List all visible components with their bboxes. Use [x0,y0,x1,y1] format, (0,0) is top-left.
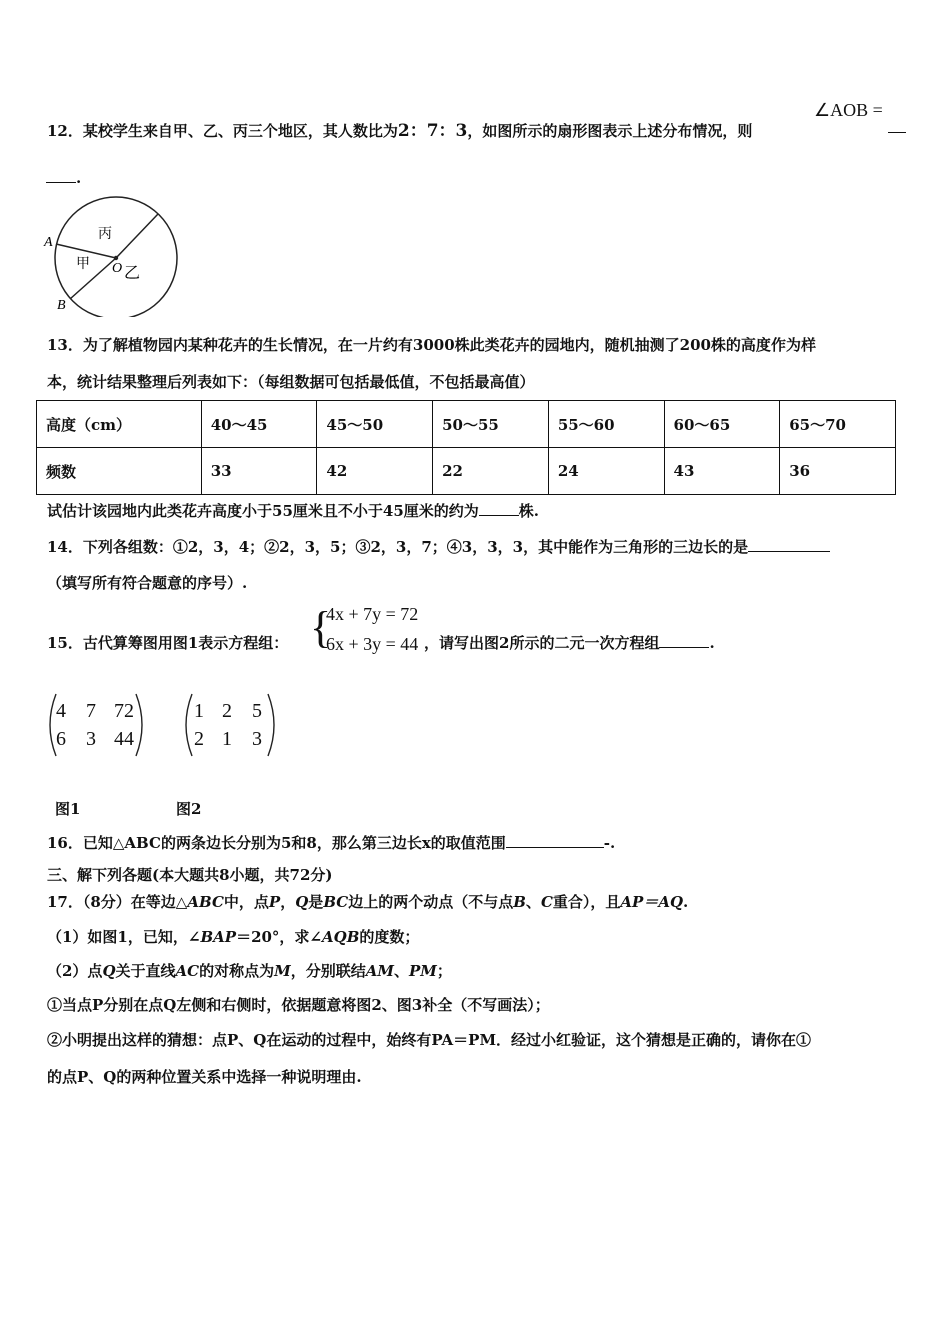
q17-math: Q [102,962,116,980]
q17-text: 的对称点为 [199,962,275,980]
q13-line3a: 试估计该园地内此类花卉高度小于55厘米且不小于45厘米的约为 [47,502,479,520]
q17-text: 是 [308,893,324,911]
table-cell: 43 [664,448,780,495]
q17-text: ＝20°，求∠ [236,928,323,946]
q12-line [47,116,752,141]
figure-2-caption: 图2 [176,800,202,818]
matrix-cell: 6 [56,728,66,750]
q15-end: . [709,634,715,652]
matrix-cell: 44 [114,728,134,750]
sector-jia: 甲 [76,256,90,272]
q13-line2: 本，统计结果整理后列表如下：（每组数据可包括最低值，不包括最高值） [47,373,535,391]
table-cell: 40～45 [201,401,317,448]
matrix-cell: 2 [194,728,204,750]
q17-text: 边上的两个动点（不与点 [348,893,514,911]
table-row [37,448,896,495]
q14-blank [748,537,830,552]
matrix-cell: 1 [194,700,204,722]
q17-text: 关于直线 [115,962,176,980]
table-cell: 频数 [37,448,202,495]
q16-line [47,832,615,853]
q17-sub2-line2: 的点P、Q的两种位置关系中选择一种说明理由. [47,1068,362,1086]
q17-math: P [268,893,281,911]
pie-figure [40,192,185,317]
figure-1-caption: 图1 [55,800,81,818]
matrix-cell: 4 [56,700,66,722]
table-cell: 55～60 [548,401,664,448]
q17-text: 的度数； [359,928,420,946]
q16-text: 16．已知△ABC的两条边长分别为5和8，那么第三边长x的取值范围 [47,834,506,852]
table-cell: 42 [317,448,433,495]
q17-part1 [47,926,419,947]
q17-math: AC [175,962,200,980]
figure-2-matrix [180,690,280,760]
figure-1-matrix [44,690,148,760]
q17-math: PM [409,962,437,980]
equation-1: 4x + 7y = 72 [326,604,419,624]
equation-2: 6x + 3y = 44 [326,634,419,654]
q17-math: ABC [187,893,224,911]
q17-text: 中，点 [223,893,269,911]
matrix-cell: 3 [86,728,96,750]
q17-math: Q [295,893,309,911]
q17-math: BAP [200,928,237,946]
q17-math: AP＝AQ [620,893,684,911]
q14-line2: （填写所有符合题意的序号）. [47,574,248,592]
q17-text: ， [280,893,296,911]
q12-blank-a [888,114,906,137]
table-cell: 24 [548,448,664,495]
label-o: O [112,261,123,276]
table-cell: 60～65 [664,401,780,448]
q17-text: （1）如图1，已知，∠ [47,928,201,946]
q17-math: AM [365,962,394,980]
q17-text: 、 [525,893,541,911]
q17-math: AQB [322,928,360,946]
q14-text: 14．下列各组数：①2，3，4；②2，3，5；③2，3，7；④3，3，3，其中能作为三角形的三边长的是 [47,538,749,556]
section-3-heading: 三、解下列各题(本大题共8小题，共72分) [47,866,333,884]
q12-angle: ∠AOB = [814,100,883,120]
sector-yi: 乙 [124,263,141,282]
radius-oc [116,214,158,258]
label-a: A [44,235,53,250]
q17-math: BC [323,893,349,911]
matrix-cell: 5 [252,700,262,722]
table-cell: 高度（cm） [37,401,202,448]
q15-blank [659,633,709,648]
q12-text: 12．某校学生来自甲、乙、丙三个地区，其人数比为 [47,122,398,140]
q15-text: 15．古代算筹图用图1表示方程组： [47,634,289,652]
equation-brace: { [310,603,332,652]
frequency-table [36,400,896,495]
matrix-cell: 72 [114,700,134,722]
q12-blank-b [46,166,81,187]
q17-text: 重合），且 [552,893,621,911]
q15-text2: ，请写出图2所示的二元一次方程组 [424,634,660,652]
q13-blank [479,501,519,516]
q14-line1 [47,536,830,557]
q13-line3b: 株. [518,502,539,520]
q13-line3 [47,500,539,521]
q17-intro [47,891,688,912]
q12-ratio: 2：7：3 [397,121,468,141]
q17-text: 17．（8分）在等边△ [47,893,188,911]
q17-text: . [683,893,689,911]
q16-blank [506,833,604,848]
matrix-cell: 2 [222,700,232,722]
table-cell: 36 [780,448,896,495]
table-cell: 50～55 [433,401,549,448]
q17-sub1: ①当点P分别在点Q左侧和右侧时，依据题意将图2、图3补全（不写画法）； [47,996,550,1014]
q13-line1: 13．为了解植物园内某种花卉的生长情况，在一片约有3000株此类花卉的园地内，随机抽测了200株的高度作为样 [47,336,816,354]
q12-text2: ，如图所示的扇形图表示上述分布情况，则 [467,122,753,140]
sector-bing: 丙 [98,226,112,242]
q17-text: ，分别联结 [290,962,366,980]
q17-text: 、 [394,962,410,980]
table-cell: 45～50 [317,401,433,448]
label-b: B [57,298,66,313]
q17-math: M [274,962,291,980]
q17-math: C [540,893,553,911]
q17-part2 [47,960,452,981]
center-point [114,256,118,260]
q12-end: . [76,169,82,187]
q17-math: B [513,893,526,911]
q15-line-end [424,632,715,653]
q16-end: -. [603,834,616,852]
table-cell: 22 [433,448,549,495]
q17-text: ； [436,962,452,980]
q17-sub2-line1: ②小明提出这样的猜想：点P、Q在运动的过程中，始终有PA＝PM．经过小红验证，这个猜想是正确的，请你在① [47,1031,812,1049]
table-cell: 65～70 [780,401,896,448]
matrix-cell: 1 [222,728,232,750]
table-row [37,401,896,448]
matrix-cell: 3 [252,728,262,750]
q17-text: （2）点 [47,962,103,980]
matrix-cell: 7 [86,700,96,722]
table-cell: 33 [201,448,317,495]
